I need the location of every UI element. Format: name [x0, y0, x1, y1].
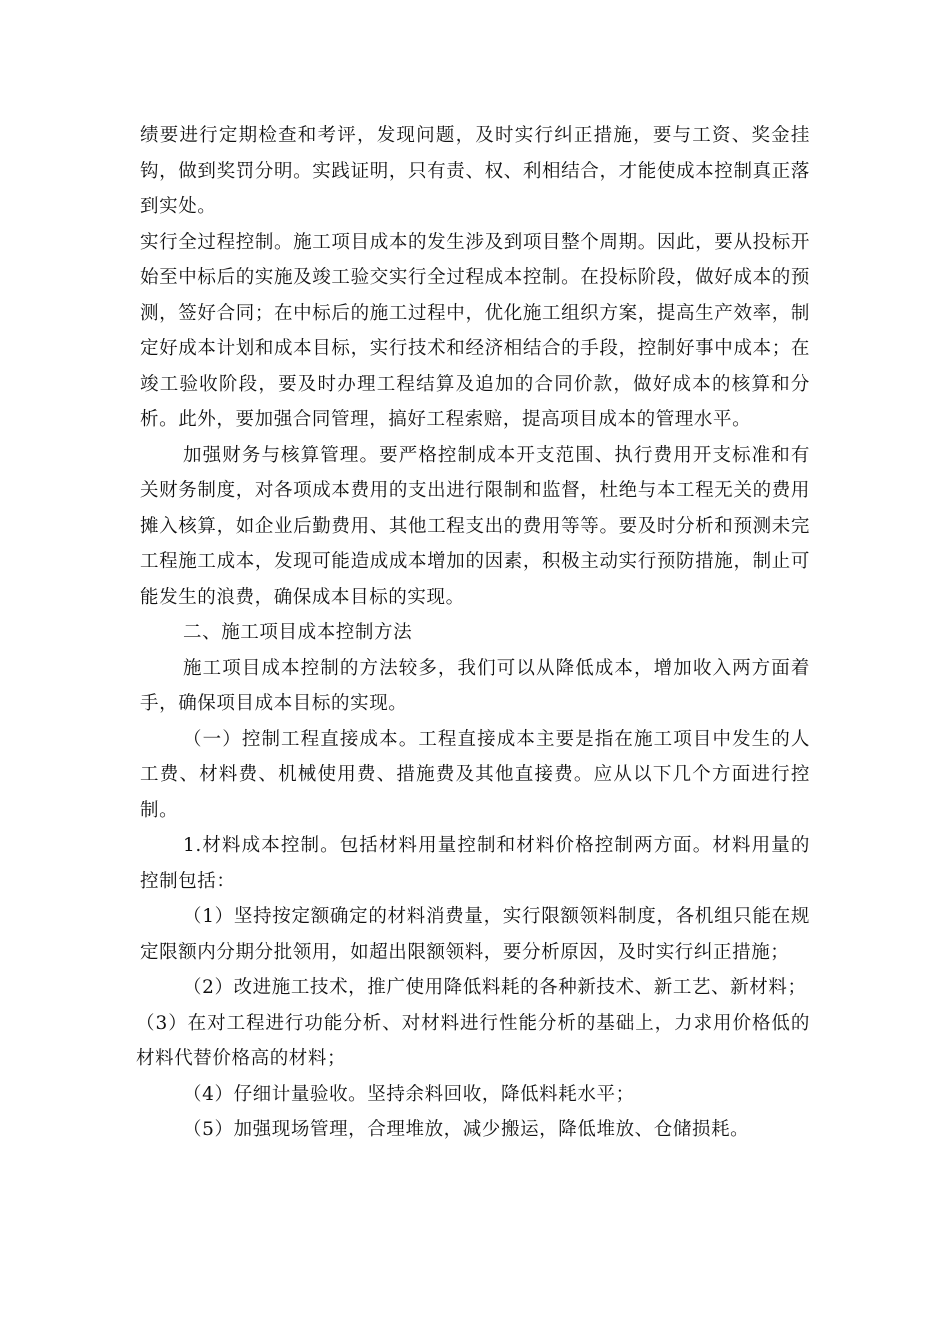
paragraph-methods-intro: 施工项目成本控制的方法较多，我们可以从降低成本，增加收入两方面着手，确保项目成本目标的实现。	[140, 657, 810, 714]
list-item-measure-acceptance: （4）仔细计量验收。坚持余料回收，降低料耗水平；	[183, 1083, 635, 1105]
paragraph-finance-accounting: 加强财务与核算管理。要严格控制成本开支范围、执行费用开支标准和有关财务制度，对各项成本费用的支出进行限制和监督，杜绝与本工程无关的费用摊入核算，如企业后勤费用、其他工程支出的费用等等。要及时分析和预测未完工程施工成本，发现可能造成成本增加的因素，积极主动实行预防措施，制止可能发生的浪费，确保成本目标的实现。	[140, 444, 810, 608]
document-body	[136, 118, 810, 1148]
section-heading-cost-control-methods: 二、施工项目成本控制方法	[183, 622, 413, 643]
list-item-improve-techniques: （2）改进施工技术，推广使用降低料耗的各种新技术、新工艺、新材料；	[183, 977, 807, 998]
list-item-site-management: （5）加强现场管理，合理堆放，减少搬运，降低堆放、仓储损耗。	[183, 1119, 750, 1140]
list-item-substitute-materials: （3）在对工程进行功能分析、对材料进行性能分析的基础上，力求用价格低的材料代替价格高的材料；	[136, 1012, 810, 1069]
paragraph-whole-process-control: 实行全过程控制。施工项目成本的发生涉及到项目整个周期。因此，要从投标开始至中标后的实施及竣工验交实行全过程成本控制。在投标阶段，做好成本的预测，签好合同；在中标后的施工过程中，优化施工组织方案，提高生产效率，制定好成本计划和成本目标，实行技术和经济相结合的手段，控制好事中成本；在竣工验收阶段，要及时办理工程结算及追加的合同价款，做好成本的核算和分析。此外，要加强合同管理，搞好工程索赔，提高项目成本的管理水平。	[140, 231, 810, 430]
list-item-quota-materials: （1）坚持按定额确定的材料消费量，实行限额领料制度，各机组只能在规定限额内分期分批领用，如超出限额领料，要分析原因，及时实行纠正措施；	[140, 906, 810, 963]
paragraph-performance-review: 绩要进行定期检查和考评，发现问题，及时实行纠正措施，要与工资、奖金挂钩，做到奖罚分明。实践证明，只有责、权、利相结合，才能使成本控制真正落到实处。	[140, 125, 810, 217]
paragraph-material-cost-control: 1.材料成本控制。包括材料用量控制和材料价格控制两方面。材料用量的控制包括：	[140, 835, 810, 892]
paragraph-direct-cost-control: （一）控制工程直接成本。工程直接成本主要是指在施工项目中发生的人工费、材料费、机械使用费、措施费及其他直接费。应从以下几个方面进行控制。	[140, 728, 810, 821]
